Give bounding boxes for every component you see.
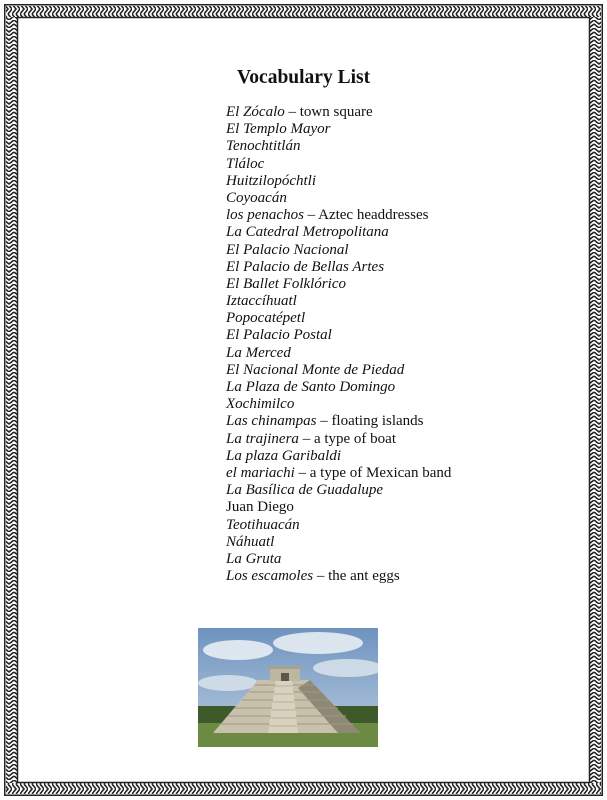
vocabulary-item [226,499,451,516]
vocabulary-item [226,413,451,430]
vocabulary-term: Huitzilopóchtli [226,172,316,189]
vocabulary-item [226,310,451,327]
vocabulary-term: Juan Diego [226,499,294,516]
vocabulary-item [226,465,451,482]
vocabulary-term: Coyoacán [226,189,287,206]
vocabulary-term: Náhuatl [226,533,275,550]
vocabulary-term: El Ballet Folklórico [226,275,346,292]
vocabulary-item [226,431,451,448]
vocabulary-item [226,276,451,293]
vocabulary-item [226,568,451,585]
vocabulary-item [226,173,451,190]
vocabulary-term: La Gruta [226,550,282,567]
vocabulary-item [226,551,451,568]
vocabulary-term: el mariachi [226,464,295,481]
page-title: Vocabulary List [237,67,371,88]
vocabulary-term: Tenochtitlán [226,138,301,155]
vocabulary-item [226,379,451,396]
vocabulary-term: La plaza Garibaldi [226,447,342,464]
vocabulary-item [226,156,451,173]
term-separator: – [284,104,300,120]
term-separator: – [313,568,329,585]
vocabulary-term: La Merced [226,344,291,361]
vocabulary-list [226,104,451,585]
vocabulary-term: El Palacio de Bellas Artes [226,258,385,275]
vocabulary-item [226,207,451,224]
vocabulary-item [226,242,451,259]
vocabulary-term: La Catedral Metropolitana [226,224,389,241]
term-separator: – [303,207,319,224]
pyramid-photo [198,628,378,747]
vocabulary-item [226,396,451,413]
vocabulary-item [226,138,451,155]
vocabulary-term: El Palacio Postal [226,327,332,344]
vocabulary-item [226,448,451,465]
vocabulary-item [226,362,451,379]
vocabulary-term: Los escamoles [226,568,314,585]
vocabulary-item [226,482,451,499]
vocabulary-item [226,534,451,551]
vocabulary-item [226,517,451,534]
vocabulary-item [226,293,451,310]
vocabulary-definition: town square [299,104,373,120]
vocabulary-term: La trajinera [226,430,299,447]
vocabulary-term: los penachos [226,207,304,224]
vocabulary-term: La Plaza de Santo Domingo [226,379,396,395]
vocabulary-term: Las chinampas [226,413,317,430]
vocabulary-term: El Templo Mayor [226,121,331,138]
term-separator: – [298,430,314,447]
vocabulary-definition: a type of boat [313,430,396,447]
vocabulary-definition: Aztec headdresses [318,207,429,224]
vocabulary-item [226,104,451,121]
vocabulary-item [226,121,451,138]
vocabulary-definition: floating islands [331,413,424,430]
vocabulary-term: La Basílica de Guadalupe [226,482,384,499]
vocabulary-item [226,224,451,241]
vocabulary-term: El Palacio Nacional [226,241,349,258]
term-separator: – [316,413,332,430]
vocabulary-item [226,327,451,344]
vocabulary-term: Iztaccíhuatl [226,293,297,310]
vocabulary-item [226,190,451,207]
vocabulary-term: Xochimilco [226,396,295,413]
term-separator: – [294,464,310,481]
vocabulary-term: El Zócalo [226,104,285,120]
vocabulary-item [226,345,451,362]
vocabulary-definition: the ant eggs [328,568,400,585]
vocabulary-definition: a type of Mexican band [309,464,452,481]
vocabulary-term: El Nacional Monte de Piedad [226,361,405,378]
vocabulary-term: Teotihuacán [226,516,300,533]
vocabulary-item [226,259,451,276]
vocabulary-term: Tláloc [226,155,265,172]
vocabulary-term: Popocatépetl [226,310,306,327]
